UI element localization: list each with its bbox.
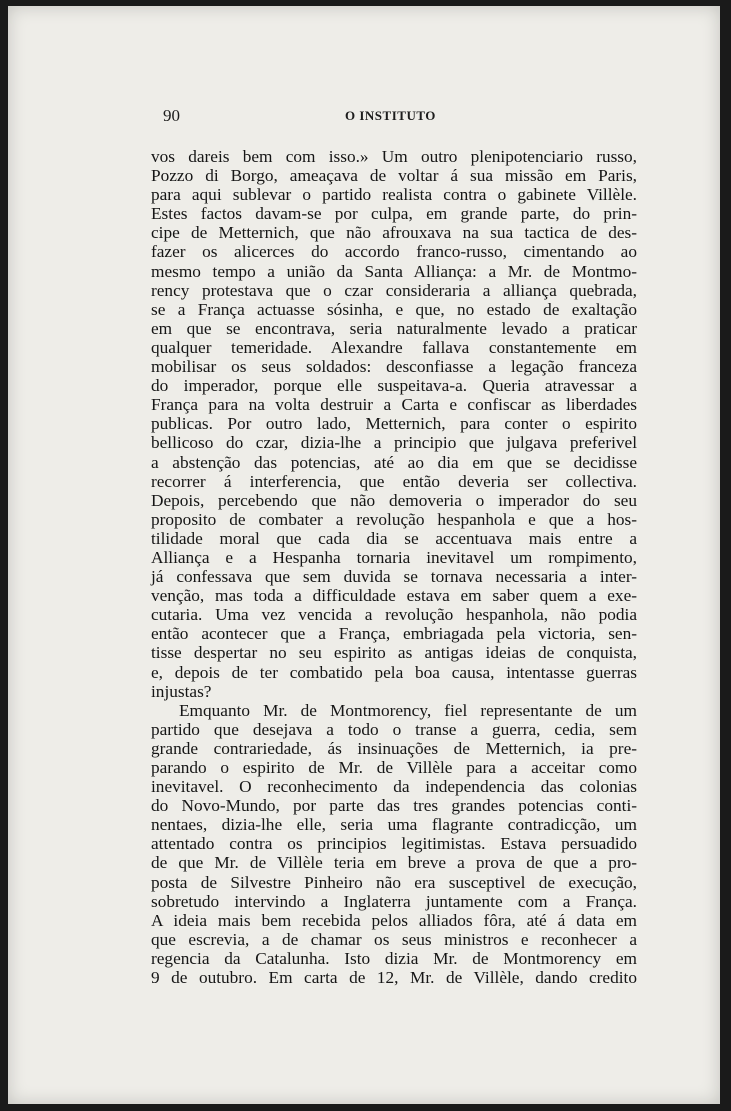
text-line: se a França actuasse sósinha, e que, no estado de exaltação [151,299,637,319]
body-text [151,147,637,987]
text-line: a abstenção das potencias, até ao dia em que se decidisse [151,452,637,472]
text-line: cipe de Metternich, que não afrouxava na sua tactica de des- [151,223,637,243]
text-line: mesmo tempo a união da Santa Alliança: a Mr. de Montmo- [151,261,637,281]
text-line: qualquer temeridade. Alexandre fallava constantemente em [151,337,637,357]
text-line: grande contrariedade, ás insinuações de Metternich, ia pre- [151,738,637,758]
text-line: e, depois de ter combatido pela boa causa, intentasse guerras [151,662,637,682]
text-line: recorrer á interferencia, que então deveria ser collectiva. [151,471,637,491]
text-line: Emquanto Mr. de Montmorency, fiel representante de um [179,700,637,720]
text-line: de que Mr. de Villèle teria em breve a prova de que a pro- [151,853,637,873]
text-line: inevitavel. O reconhecimento da independencia das colonias [151,777,637,797]
text-line: do imperador, porque elle suspeitava-a. Queria atravessar a [151,376,637,396]
text-line: então acontecer que a França, embriagada pela victoria, sen- [151,624,637,644]
text-line: partido que desejava a todo o transe a guerra, cedia, sem [151,719,637,739]
text-line: do Novo-Mundo, por parte das tres grandes potencias conti- [151,796,637,816]
text-line: regencia da Catalunha. Isto dizia Mr. de Montmorency em [151,948,637,968]
text-line: rency protestava que o czar consideraria a alliança quebrada, [151,280,637,300]
text-line: 9 de outubro. Em carta de 12, Mr. de Villèle, dando credito [151,968,637,988]
text-line: parando o espirito de Mr. de Villèle para a acceitar como [151,758,637,777]
text-line: nentaes, dizia-lhe elle, seria uma flagrante contradicção, um [151,815,637,835]
page-number: 90 [163,106,180,125]
page-header [163,106,635,130]
text-line: mobilisar os seus soldados: desconfiasse a legação franceza [151,357,637,377]
text-line: posta de Silvestre Pinheiro não era susceptivel de execução, [151,872,637,892]
running-title: O INSTITUTO [345,108,436,123]
text-line: tisse despertar no seu espirito as antigas ideias de conquista, [151,643,637,663]
text-line: cutaria. Uma vez vencida a revolução hespanhola, não podia [151,605,637,625]
text-line: Depois, percebendo que não demoveria o imperador do seu [151,490,637,510]
text-line: injustas? [151,681,212,701]
text-line: sobretudo intervindo a Inglaterra juntamente com a França. [151,891,637,911]
text-line: tilidade moral que cada dia se accentuava mais entre a [151,528,637,548]
text-line: para aqui sublevar o partido realista contra o gabinete Villèle. [151,185,637,205]
text-line: venção, mas toda a difficuldade estava em saber quem a exe- [151,586,637,606]
text-line: publicas. Por outro lado, Metternich, para conter o espirito [151,414,637,434]
text-line: já confessava que sem duvida se tornava necessaria a inter- [151,567,637,587]
text-line: A ideia mais bem recebida pelos alliados fôra, até á data em [151,910,637,930]
text-line: que escrevia, a de chamar os seus ministros e reconhecer a [151,929,637,949]
text-line: fazer os alicerces do accordo franco-russo, cimentando ao [151,242,637,262]
book-page [8,6,720,1104]
text-line: Estes factos davam-se por culpa, em grande parte, do prin- [151,204,637,224]
text-line: proposito de combater a revolução hespanhola e que a hos- [151,509,637,529]
text-line: Alliança e a Hespanha tornaria inevitavel um rompimento, [151,547,637,567]
text-line: attentado contra os principios legitimistas. Estava persuadido [151,834,637,854]
text-line: em que se encontrava, seria naturalmente levado a praticar [151,318,637,338]
text-line: França para na volta destruir a Carta e confiscar as liberdades [151,395,637,415]
text-line: Pozzo di Borgo, ameaçava de voltar á sua missão em Paris, [151,166,637,186]
text-line: vos dareis bem com isso.» Um outro plenipotenciario russo, [151,147,637,166]
text-line: bellicoso do czar, dizia-lhe a principio que julgava preferivel [151,433,637,453]
